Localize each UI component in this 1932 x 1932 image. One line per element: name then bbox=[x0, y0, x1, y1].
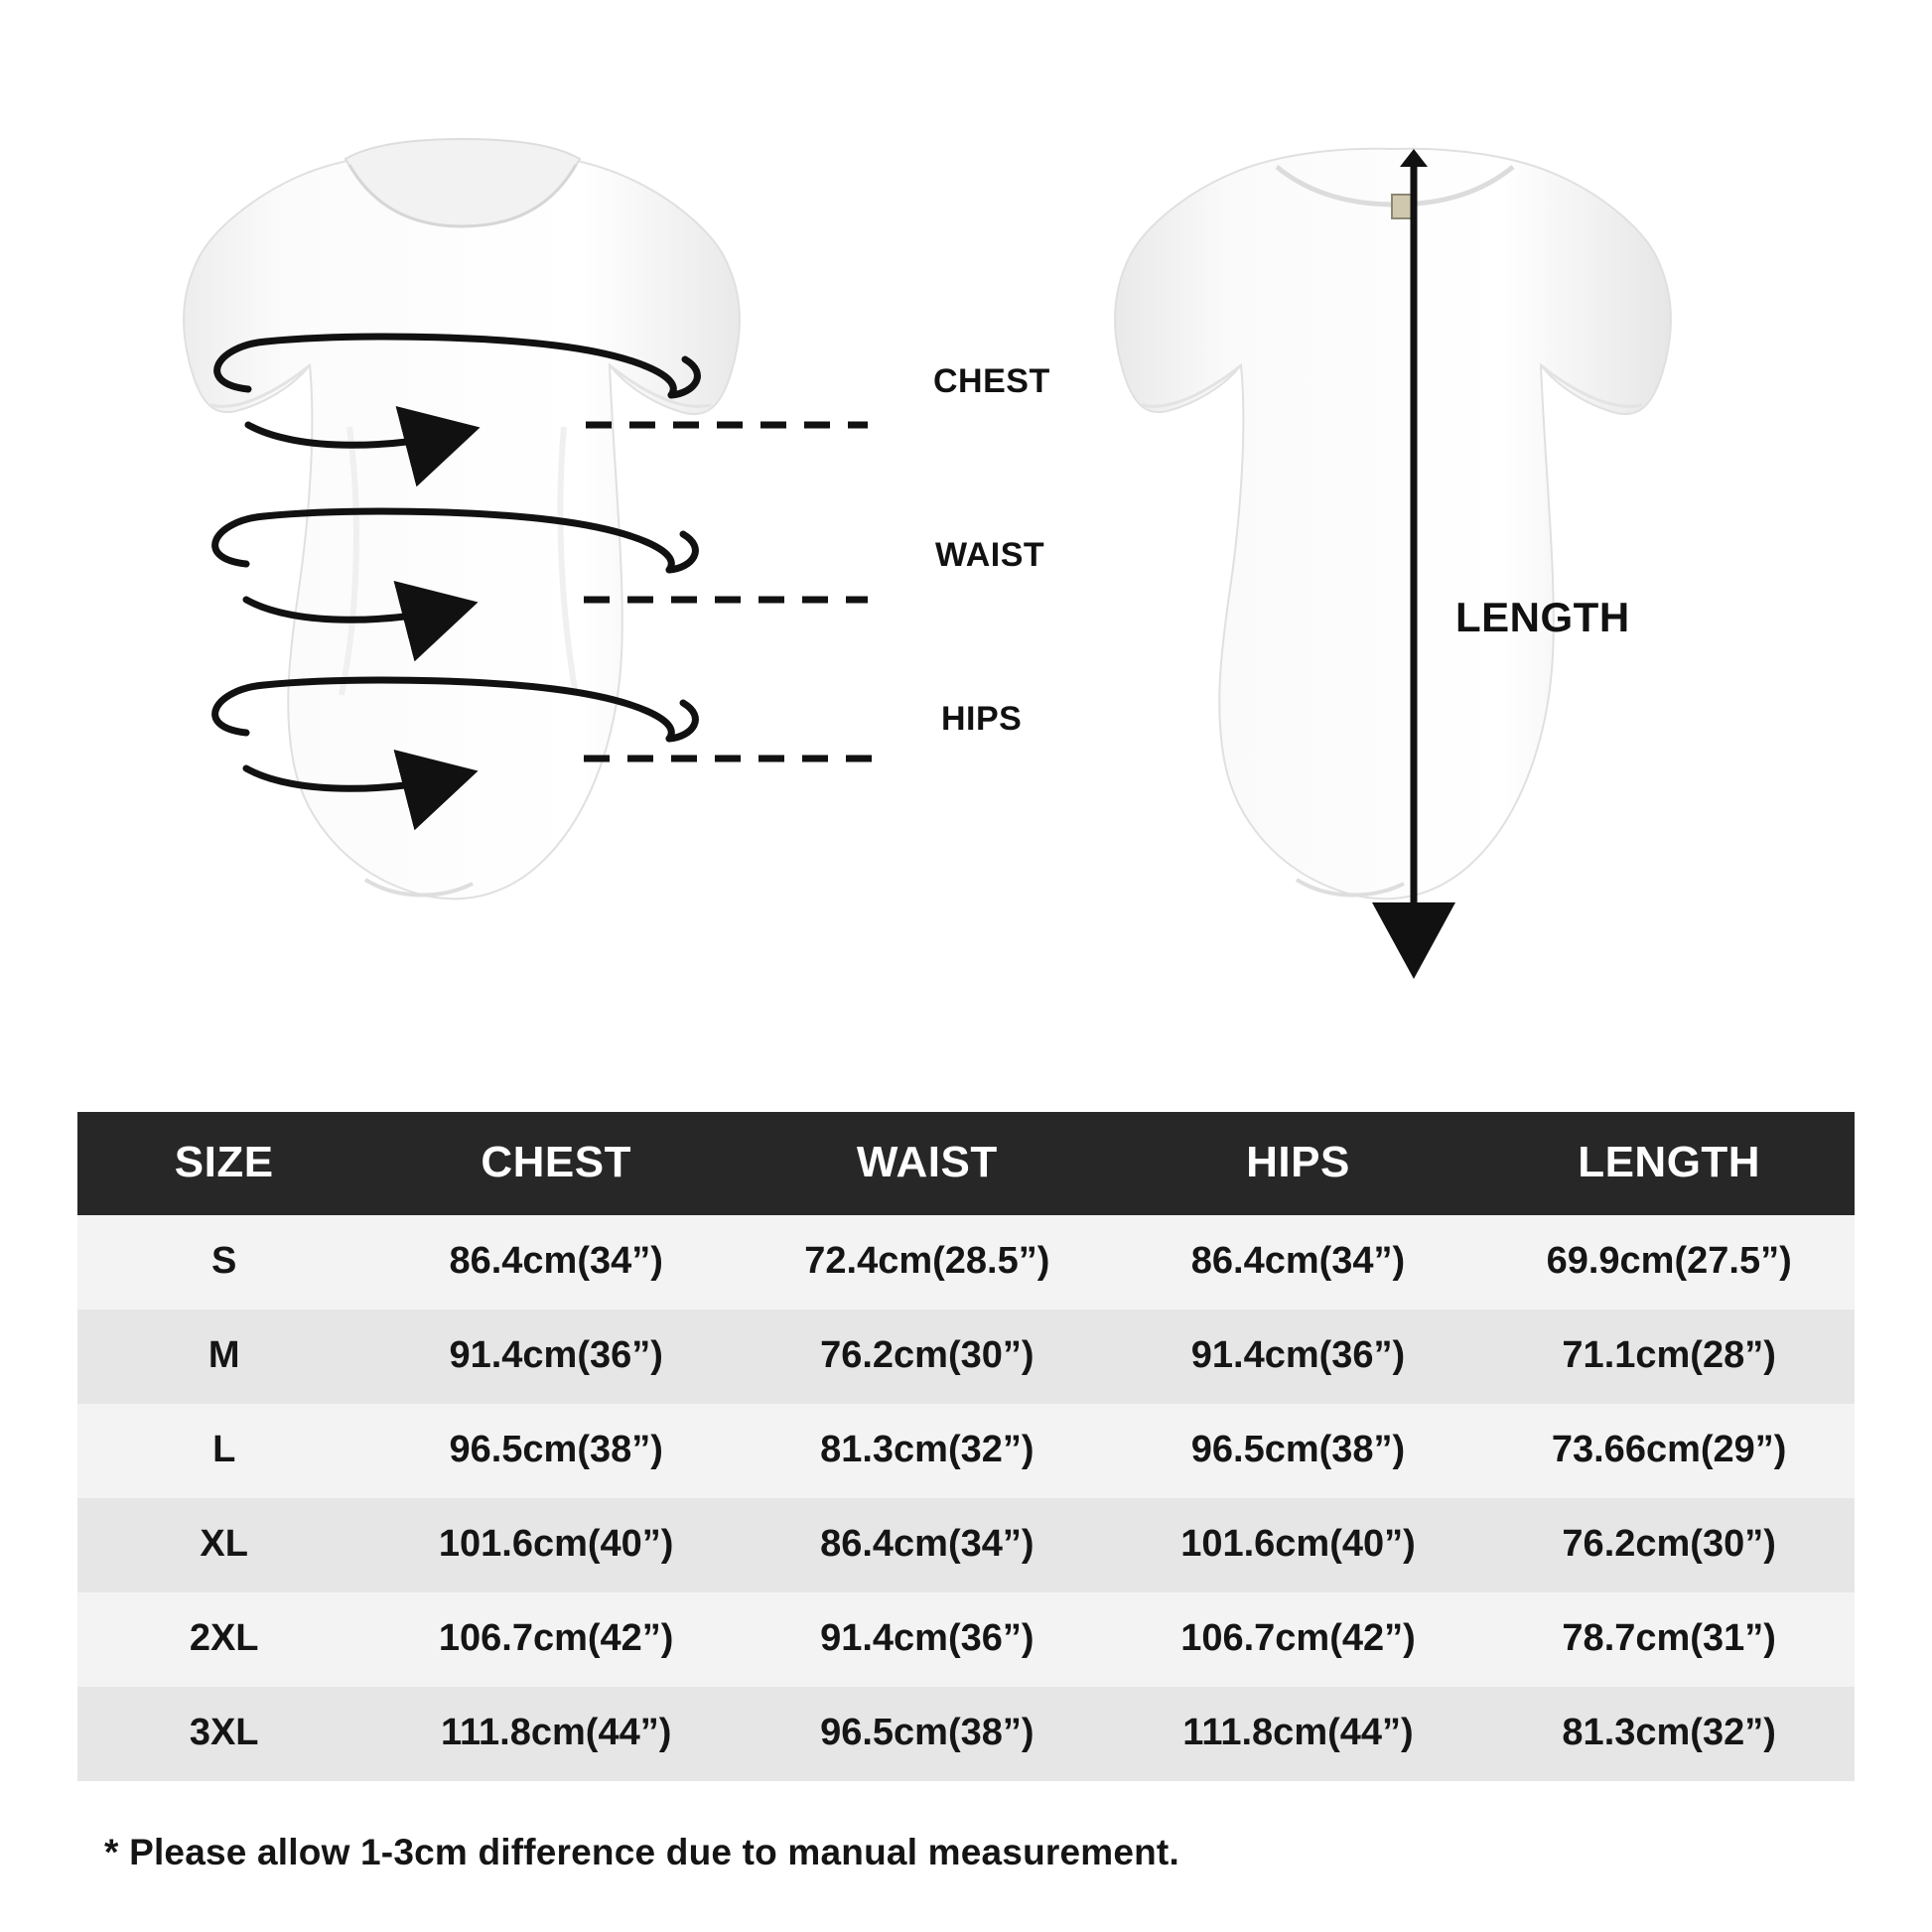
cell-size: XL bbox=[77, 1498, 370, 1592]
front-body-shape bbox=[184, 151, 740, 899]
cell-chest: 86.4cm(34”) bbox=[370, 1215, 742, 1310]
label-hips: HIPS bbox=[941, 700, 1023, 738]
cell-length: 81.3cm(32”) bbox=[1483, 1687, 1855, 1781]
cell-waist: 91.4cm(36”) bbox=[742, 1592, 1113, 1687]
cell-length: 76.2cm(30”) bbox=[1483, 1498, 1855, 1592]
column-header-waist: WAIST bbox=[742, 1112, 1113, 1215]
table-row bbox=[77, 1687, 1855, 1781]
size-table-head bbox=[77, 1112, 1855, 1215]
column-header-chest: CHEST bbox=[370, 1112, 742, 1215]
cell-waist: 76.2cm(30”) bbox=[742, 1310, 1113, 1404]
table-row bbox=[77, 1310, 1855, 1404]
back-body-shape bbox=[1115, 149, 1671, 899]
label-waist: WAIST bbox=[935, 536, 1045, 574]
cell-length: 73.66cm(29”) bbox=[1483, 1404, 1855, 1498]
size-table bbox=[77, 1112, 1855, 1781]
garment-back-view bbox=[1115, 149, 1671, 899]
cell-hips: 101.6cm(40”) bbox=[1113, 1498, 1484, 1592]
size-table-container bbox=[77, 1112, 1855, 1781]
measurement-footnote: * Please allow 1-3cm difference due to manual measurement. bbox=[104, 1832, 1179, 1872]
cell-size: 2XL bbox=[77, 1592, 370, 1687]
cell-chest: 91.4cm(36”) bbox=[370, 1310, 742, 1404]
cell-size: 3XL bbox=[77, 1687, 370, 1781]
cell-length: 78.7cm(31”) bbox=[1483, 1592, 1855, 1687]
cell-hips: 96.5cm(38”) bbox=[1113, 1404, 1484, 1498]
cell-waist: 72.4cm(28.5”) bbox=[742, 1215, 1113, 1310]
cell-size: M bbox=[77, 1310, 370, 1404]
cell-length: 69.9cm(27.5”) bbox=[1483, 1215, 1855, 1310]
label-length: LENGTH bbox=[1455, 594, 1630, 640]
table-row bbox=[77, 1404, 1855, 1498]
cell-size: L bbox=[77, 1404, 370, 1498]
cell-hips: 111.8cm(44”) bbox=[1113, 1687, 1484, 1781]
cell-hips: 106.7cm(42”) bbox=[1113, 1592, 1484, 1687]
cell-chest: 96.5cm(38”) bbox=[370, 1404, 742, 1498]
label-chest: CHEST bbox=[933, 362, 1050, 400]
column-header-size: SIZE bbox=[77, 1112, 370, 1215]
cell-chest: 101.6cm(40”) bbox=[370, 1498, 742, 1592]
cell-waist: 96.5cm(38”) bbox=[742, 1687, 1113, 1781]
cell-size: S bbox=[77, 1215, 370, 1310]
cell-chest: 111.8cm(44”) bbox=[370, 1687, 742, 1781]
cell-hips: 91.4cm(36”) bbox=[1113, 1310, 1484, 1404]
table-row bbox=[77, 1498, 1855, 1592]
cell-length: 71.1cm(28”) bbox=[1483, 1310, 1855, 1404]
cell-chest: 106.7cm(42”) bbox=[370, 1592, 742, 1687]
table-header-row bbox=[77, 1112, 1855, 1215]
care-label-icon bbox=[1392, 195, 1412, 218]
size-table-body bbox=[77, 1215, 1855, 1781]
table-row bbox=[77, 1215, 1855, 1310]
table-row bbox=[77, 1592, 1855, 1687]
column-header-hips: HIPS bbox=[1113, 1112, 1484, 1215]
cell-waist: 86.4cm(34”) bbox=[742, 1498, 1113, 1592]
cell-waist: 81.3cm(32”) bbox=[742, 1404, 1113, 1498]
cell-hips: 86.4cm(34”) bbox=[1113, 1215, 1484, 1310]
column-header-length: LENGTH bbox=[1483, 1112, 1855, 1215]
